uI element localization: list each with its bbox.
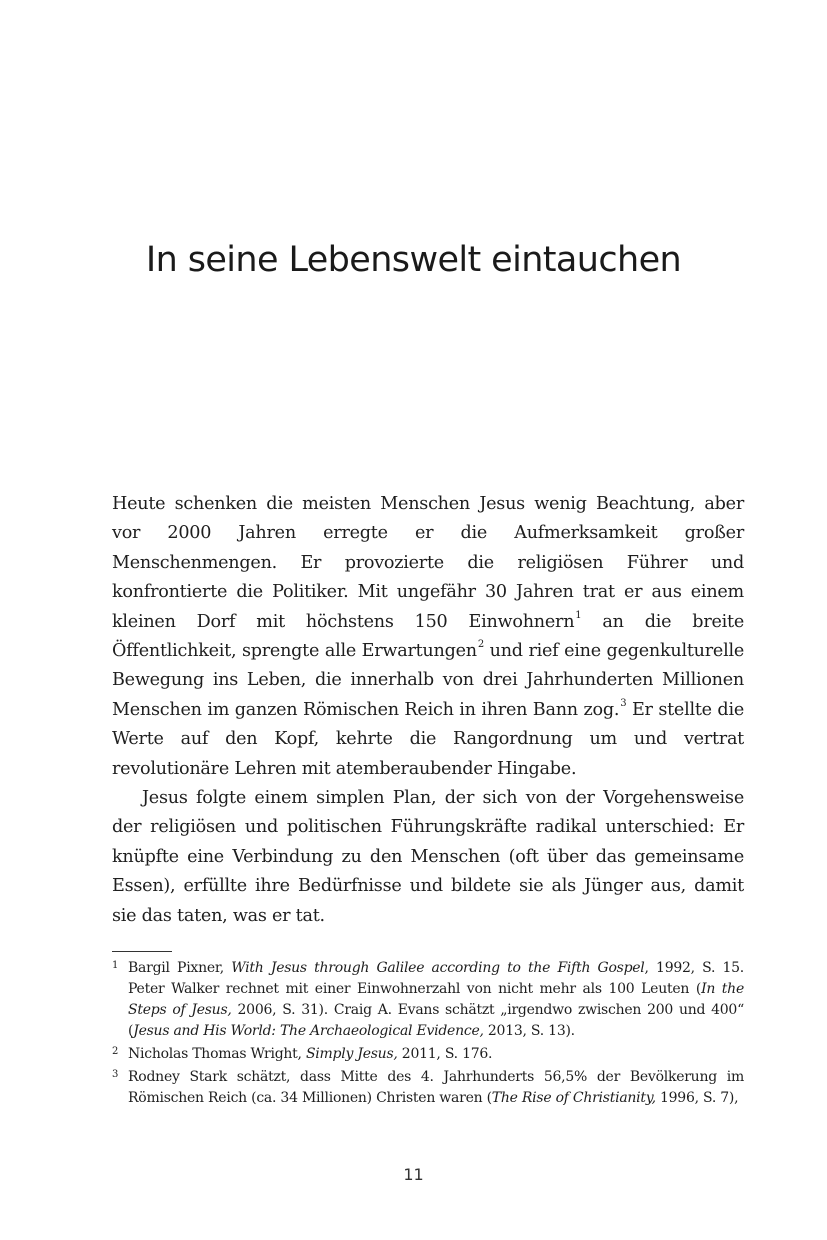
chapter-heading: In seine Lebenswelt eintauchen (145, 240, 682, 280)
footnote (112, 958, 744, 1042)
footnotes (112, 958, 744, 1111)
paragraph (112, 490, 744, 784)
paragraph-text: und rief eine gegenkulturelle Bewegung ins Leben, die innerhalb von drei Jahrhunderten Millionen Menschen im ganzen Römischen Reich in ihren Bann zog. (112, 641, 744, 720)
footnote-text: Bargil Pixner, (128, 960, 232, 976)
footnote-number: 2 (112, 1046, 119, 1057)
footnote-divider (112, 951, 172, 952)
footnote-number: 1 (112, 960, 119, 971)
footnote-text: 2011, S. 176. (397, 1046, 493, 1062)
footnote-text: 1996, S. 7), (655, 1090, 739, 1106)
footnote-reference[interactable]: 1 (575, 609, 582, 621)
footnote-text: , 1992, S. 15. Peter Walker rechnet mit einer Einwohnerzahl von nicht mehr als 100 Leuten ( (128, 960, 745, 997)
footnote-text: 2013, S. 13). (483, 1023, 575, 1039)
footnote-text: Nicholas Thomas Wright, (128, 1046, 306, 1062)
paragraph-text: an die breite Öffentlichkeit, sprengte alle Erwartungen (112, 611, 744, 662)
footnote-reference[interactable]: 3 (620, 697, 627, 709)
footnote-reference[interactable]: 2 (477, 639, 484, 651)
paragraph-text: Heute schenken die meisten Menschen Jesus wenig Beachtung, aber vor 2000 Jahren erregte er die Aufmerksamkeit großer Menschenmengen. Er provozierte die religiösen Führer und konfrontierte die Politiker. Mit ungefähr 30 Jahren trat er aus einem kleinen Dorf mit höchstens 150 Einwohnern (112, 494, 744, 632)
footnote-title: With Jesus through Galilee according to the Fifth Gospel (231, 960, 645, 976)
footnote-text: Rodney Stark schätzt, dass Mitte des 4. Jahrhunderts 56,5% der Bevölkerung im Römischen Reich (ca. 34 Millionen) Christen waren ( (128, 1069, 744, 1106)
footnote-title: Simply Jesus, (305, 1046, 398, 1062)
paragraph: Jesus folgte einem simplen Plan, der sich von der Vorgehensweise der religiösen und politischen Führungskräfte radikal unterschied: Er knüpfte eine Verbindung zu den Menschen (oft über das gemeinsame Essen), erfüllte ihre Bedürfnisse und bildete sie als Jünger aus, damit sie das taten, was er tat. (112, 788, 744, 926)
footnote-title: The Rise of Christianity, (491, 1090, 656, 1106)
footnote-title: Jesus and His World: The Archaeological Evidence, (133, 1023, 484, 1039)
paragraph-text: Er stellte die Werte auf den Kopf, kehrte die Rangordnung um und vertrat revolutionäre Lehren mit atemberaubender Hingabe. (112, 699, 744, 779)
footnote-text: 2006, S. 31). Craig A. Evans schätzt „irgendwo zwischen 200 und 400“ ( (128, 1002, 744, 1039)
footnote (112, 1044, 744, 1065)
footnote-number: 3 (112, 1069, 119, 1080)
footnote (112, 1067, 744, 1109)
page-number: 11 (403, 1165, 424, 1184)
body-text (112, 490, 744, 931)
footnote-title: In the Steps of Jesus, (128, 981, 744, 1018)
